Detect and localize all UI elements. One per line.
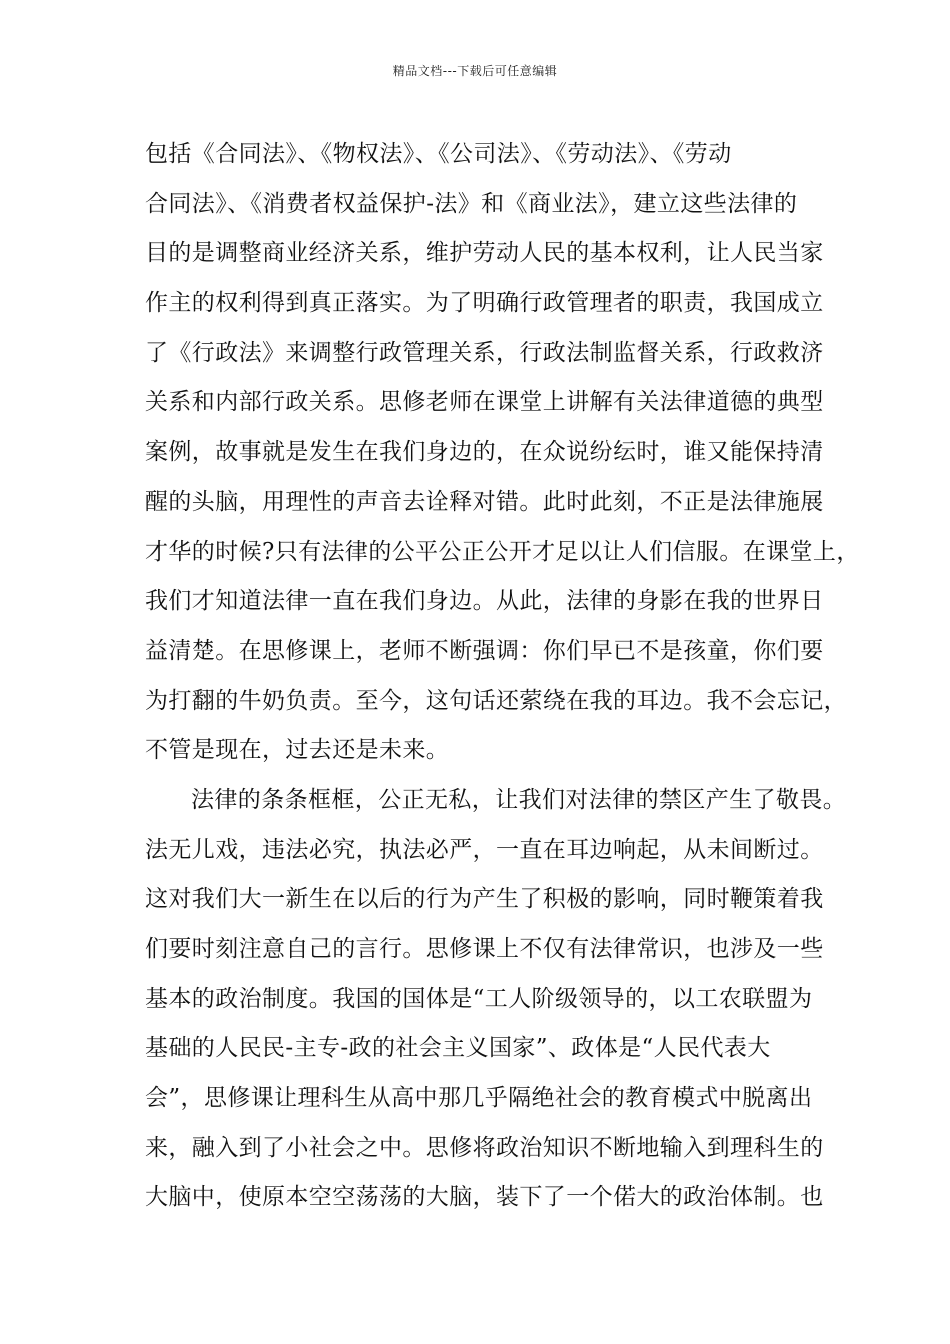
text-line: 益清楚。在思修课上，老师不断强调：你们早已不是孩童，你们要 bbox=[145, 637, 824, 664]
text-line: 合同法》、《消费者权益保护-法》和《商业法》，建立这些法律的 bbox=[145, 190, 798, 217]
text-line: 大脑中，使原本空空荡荡的大脑，装下了一个偌大的政治体制。也 bbox=[145, 1184, 824, 1211]
body-text bbox=[145, 130, 860, 1223]
text-line: 基本的政治制度。我国的国体是“工人阶级领导的，以工农联盟为 bbox=[145, 985, 813, 1012]
text-line: 会”，思修课让理科生从高中那几乎隔绝社会的教育模式中脱离出 bbox=[145, 1085, 813, 1112]
text-line: 们要时刻注意自己的言行。思修课上不仅有法律常识，也涉及一些 bbox=[145, 936, 824, 962]
text-line: 关系和内部行政关系。思修老师在课堂上讲解有关法律道德的典型 bbox=[145, 389, 824, 416]
text-line: 来，融入到了小社会之中。思修将政治知识不断地输入到理科生的 bbox=[145, 1134, 824, 1161]
text-line: 基础的人民民-主专-政的社会主义国家”、政体是“人民代表大 bbox=[145, 1035, 771, 1062]
text-line: 为打翻的牛奶负责。至今，这句话还萦绕在我的耳边。我不会忘记， bbox=[145, 687, 847, 714]
text-line: 作主的权利得到真正落实。为了明确行政管理者的职责，我国成立 bbox=[145, 290, 824, 317]
text-line: 包括《合同法》、《物权法》、《公司法》、《劳动法》、《劳动 bbox=[145, 141, 732, 167]
text-line: 这对我们大一新生在以后的行为产生了积极的影响，同时鞭策着我 bbox=[145, 886, 824, 913]
text-line: 醒的头脑，用理性的声音去诠释对错。此时此刻，不正是法律施展 bbox=[145, 488, 824, 515]
page-header: 精品文档---下载后可任意编辑 bbox=[392, 64, 558, 78]
text-line: 才华的时候?只有法律的公平公正公开才足以让人们信服。在课堂上， bbox=[145, 538, 860, 565]
text-line: 案例，故事就是发生在我们身边的，在众说纷纭时，谁又能保持清 bbox=[145, 439, 824, 466]
text-line: 法无儿戏，违法必究，执法必严，一直在耳边响起，从未间断过。 bbox=[145, 836, 824, 863]
text-line: 了《行政法》来调整行政管理关系，行政法制监督关系，行政救济 bbox=[145, 339, 824, 366]
text-line: 我们才知道法律一直在我们身边。从此，法律的身影在我的世界日 bbox=[145, 588, 824, 615]
text-line: 不管是现在，过去还是未来。 bbox=[145, 737, 450, 764]
text-line: 目的是调整商业经济关系，维护劳动人民的基本权利，让人民当家 bbox=[145, 240, 824, 267]
paragraph-start-line: 法律的条条框框，公正无私，让我们对法律的禁区产生了敬畏。 bbox=[191, 786, 847, 813]
